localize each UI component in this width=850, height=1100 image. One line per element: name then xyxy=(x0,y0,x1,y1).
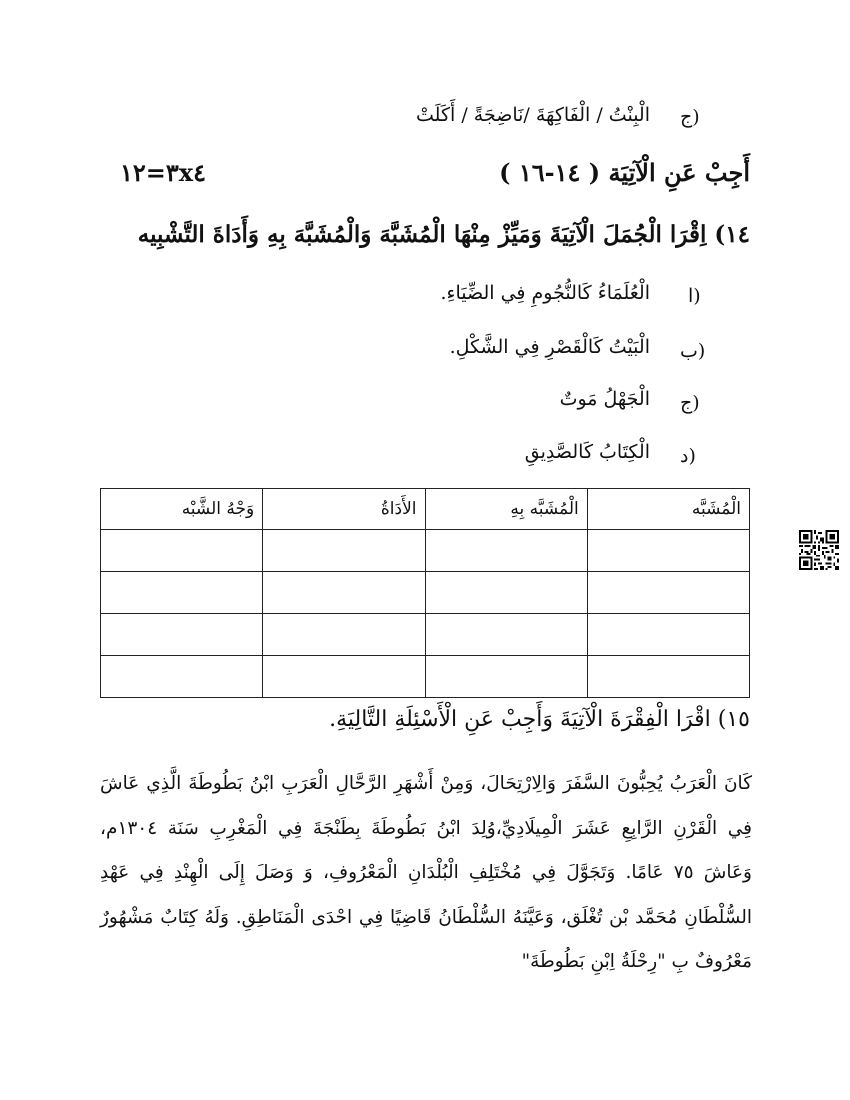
answer-cell[interactable] xyxy=(263,656,425,698)
answer-cell[interactable] xyxy=(101,530,263,572)
answer-cell[interactable] xyxy=(425,614,587,656)
table-row xyxy=(101,656,750,698)
q14-item-letter: ج) xyxy=(680,392,700,414)
answer-cell[interactable] xyxy=(425,656,587,698)
table-row xyxy=(101,530,750,572)
answer-cell[interactable] xyxy=(587,614,749,656)
prev-item-letter: ج) xyxy=(680,106,700,128)
q14-item-letter: د) xyxy=(680,445,696,467)
answer-cell[interactable] xyxy=(263,572,425,614)
reading-paragraph: كَانَ الْعَرَبُ يُحِبُّونَ السَّفَرَ وَالِارْتِحَالَ، وَمِنْ أَشْهَرِ الرَّحَّالِ الْعَرَبِ ابْنُ بَطُوطَةَ الَّذِي عَاشَ فِي الْقَرْنِ الرَّابِعِ عَشَرَ الْمِيلَادِيِّ،وُلِدَ ابْنُ بَطُوطَةَ بِطَنْجَةَ فِي الْمَغْرِبِ سَنَة ١٣٠٤م، وَعَاشَ ٧٥ عَامًا. وَتَجَوَّلَ فِي مُخْتَلِفِ الْبُلْدَانِ الْمَعْرُوفِ، وَ وَصَلَ إِلَى الْهِنْدِ فِي عَهْدِ السُّلْطَانِ مُحَمَّد بْن تُغْلَق، وَعَيَّنَهُ السُّلْطَانُ قَاضِيًا فِي احْدَى الْمَنَاطِقِ. وَلَهُ كِتَابٌ مَشْهُورٌ مَعْرُوفٌ بِ "رِحْلَةُ اِبْنِ بَطُوطَةَ" xyxy=(100,773,752,972)
header-cell: الْمُشَبَّه بِهِ xyxy=(425,489,587,530)
header-cell: الْمُشَبَّه xyxy=(587,489,749,530)
answer-cell[interactable] xyxy=(425,530,587,572)
q14-item-letter: ا) xyxy=(688,285,701,307)
answer-cell[interactable] xyxy=(587,572,749,614)
q14-item-text: الْعُلَمَاءُ كَالنُّجُومِ فِي الضِّيَاءِ. xyxy=(440,282,650,304)
answer-cell[interactable] xyxy=(587,656,749,698)
answer-cell[interactable] xyxy=(263,530,425,572)
answer-cell[interactable] xyxy=(587,530,749,572)
header-cell: وَجْهُ الشَّبْه xyxy=(101,489,263,530)
q14-item-text: الْجَهْلُ مَوتٌ xyxy=(559,388,650,410)
qr-code-icon[interactable] xyxy=(799,530,839,570)
table-header-row xyxy=(101,489,750,530)
table-row xyxy=(101,614,750,656)
q14-item-letter: ب) xyxy=(680,340,706,362)
prev-item-text: الْبِنْتُ / الْفَاكِهَةَ /نَاضِجَةً / أَكَلَتْ xyxy=(416,104,650,126)
answer-cell[interactable] xyxy=(101,572,263,614)
section-heading: أَجِبْ عَنِ الْآتِيَة ( ١٤-١٦ ) xyxy=(499,158,750,187)
answer-cell[interactable] xyxy=(263,614,425,656)
answer-cell[interactable] xyxy=(101,614,263,656)
answer-cell[interactable] xyxy=(425,572,587,614)
header-cell: الأَدَاةُ xyxy=(263,489,425,530)
score-label: ٣x٤=١٢ xyxy=(120,158,206,187)
q14-item-text: الْكِتَابُ كَالصَّدِيقِ xyxy=(524,441,650,463)
q14-title: ١٤) اِقْرَا الْجُمَلَ الْآتِيَةَ وَمَيِّزْ مِنْهَا الْمُشَبَّهَ وَالْمُشَبَّهَ بِهِ وَأَدَاةَ التَّشْبِيه xyxy=(137,221,750,248)
q15-title: ١٥) اقْرَا الْفِقْرَةَ الْآتِيَةَ وَأَجِبْ عَنِ الْأَسْئِلَةِ التَّالِيَةِ. xyxy=(329,707,750,732)
simile-table xyxy=(100,488,750,698)
q14-item-text: الْبَيْتُ كَالْقَصْرِ فِي الشَّكْلِ. xyxy=(449,336,650,358)
table-row xyxy=(101,572,750,614)
answer-cell[interactable] xyxy=(101,656,263,698)
